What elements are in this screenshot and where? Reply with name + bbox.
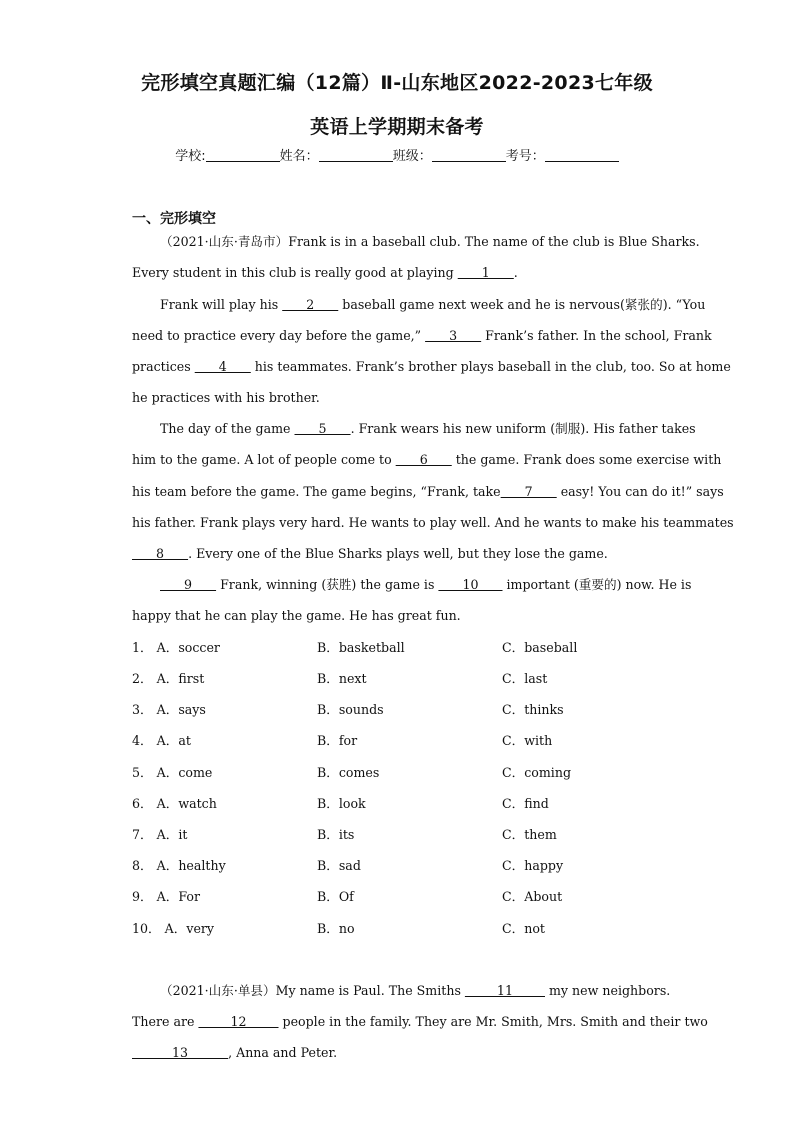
question-9-option-c[interactable]: C．About	[502, 889, 563, 904]
question-1-option-b[interactable]: B．basketball	[317, 640, 405, 655]
passage-text: need to practice every day before the game,”	[132, 328, 426, 343]
passage-text: people in the family. They are Mr. Smith, Mrs. Smith and their two	[278, 1014, 708, 1029]
blank-13: 13	[132, 1045, 229, 1060]
passage1-line	[132, 546, 662, 562]
passage2-line	[132, 1045, 662, 1061]
passage-text: Every student in this club is really good at playing	[132, 265, 458, 280]
passage-text: Frank, winning (获胜) the game is	[216, 577, 439, 592]
question-2-option-a[interactable]: 2． A．first	[132, 671, 205, 686]
question-9-option-b[interactable]: B．Of	[317, 889, 354, 904]
passage1-line: he practices with his brother.	[132, 390, 320, 405]
passage-text: （2021·山东·单县）My name is Paul. The Smiths	[160, 983, 465, 998]
passage1-line	[160, 421, 696, 437]
question-5-option-a[interactable]: 5． A．come	[132, 765, 213, 780]
number-label: 考号：	[505, 149, 545, 164]
school-label: 学校:	[175, 149, 206, 164]
question-3-option-b[interactable]: B．sounds	[317, 702, 384, 717]
question-4-option-b[interactable]: B．for	[317, 733, 358, 748]
passage-text: his team before the game. The game begins, “Frank, take	[132, 484, 501, 499]
question-6-option-a[interactable]: 6． A．watch	[132, 796, 217, 811]
blank-8: 8	[132, 546, 189, 561]
passage1-line: his father. Frank plays very hard. He wants to play well. And he wants to make his teammates	[132, 515, 734, 530]
passage-text: him to the game. A lot of people come to	[132, 452, 396, 467]
passage-text: , Anna and Peter.	[228, 1045, 338, 1060]
class-blank[interactable]	[432, 149, 506, 162]
question-8-option-b[interactable]: B．sad	[317, 858, 361, 873]
passage-text: his teammates. Frank’s brother plays baseball in the club, too. So at home	[250, 359, 731, 374]
question-1-option-a[interactable]: 1． A．soccer	[132, 640, 220, 655]
passage1-line	[132, 359, 731, 375]
question-3-option-a[interactable]: 3． A．says	[132, 702, 206, 717]
passage-text: Frank will play his	[160, 297, 283, 312]
passage1-line	[132, 265, 662, 281]
question-4-option-c[interactable]: C．with	[502, 733, 553, 748]
question-6-option-b[interactable]: B．look	[317, 796, 366, 811]
doc-title-line2: 英语上学期期末备考	[310, 116, 484, 138]
passage-text: .	[513, 265, 518, 280]
passage1-line: happy that he can play the game. He has great fun.	[132, 608, 461, 623]
student-info-row	[0, 145, 794, 164]
passage-text: baseball game next week and he is nervous(紧张的). “You	[338, 297, 706, 312]
question-7-option-a[interactable]: 7． A．it	[132, 827, 188, 842]
blank-2: 2	[282, 297, 339, 312]
blank-3: 3	[425, 328, 482, 343]
passage1-line	[160, 234, 700, 250]
question-2-option-c[interactable]: C．last	[502, 671, 548, 686]
passage1-line	[132, 452, 722, 468]
blank-9: 9	[160, 577, 217, 592]
question-5-option-c[interactable]: C．coming	[502, 765, 572, 780]
passage-text: the game. Frank does some exercise with	[451, 452, 722, 467]
blank-5: 5	[294, 421, 351, 436]
passage-text: easy! You can do it!” says	[556, 484, 724, 499]
blank-12: 12	[198, 1014, 279, 1029]
question-9-option-a[interactable]: 9． A．For	[132, 889, 200, 904]
passage1-line	[160, 297, 706, 313]
question-3-option-c[interactable]: C．thinks	[502, 702, 564, 717]
passage-text: practices	[132, 359, 195, 374]
passage2-line	[132, 1014, 708, 1030]
blank-10: 10	[438, 577, 503, 592]
question-8-option-c[interactable]: C．happy	[502, 858, 564, 873]
question-1-option-c[interactable]: C．baseball	[502, 640, 578, 655]
blank-6: 6	[395, 452, 452, 467]
section-title: 一、完形填空	[132, 211, 216, 227]
passage-text: （2021·山东·青岛市）Frank is in a baseball club. The name of the club is Blue Sharks.	[160, 234, 700, 249]
passage-text: There are	[132, 1014, 199, 1029]
passage1-line	[160, 577, 690, 593]
passage-text: important (重要的) now. He is	[502, 577, 692, 592]
passage2-line	[160, 983, 690, 999]
question-7-option-c[interactable]: C．them	[502, 827, 557, 842]
question-10-option-b[interactable]: B．no	[317, 921, 355, 936]
blank-1: 1	[457, 265, 514, 280]
question-8-option-a[interactable]: 8． A．healthy	[132, 858, 226, 873]
doc-title-line1: 完形填空真题汇编（12篇）Ⅱ-山东地区2022-2023七年级	[141, 72, 653, 94]
question-5-option-b[interactable]: B．comes	[317, 765, 380, 780]
name-blank[interactable]	[319, 149, 393, 162]
question-6-option-c[interactable]: C．find	[502, 796, 549, 811]
name-label: 姓名：	[279, 149, 319, 164]
passage1-line	[132, 328, 712, 344]
question-7-option-b[interactable]: B．its	[317, 827, 355, 842]
passage-text: Frank’s father. In the school, Frank	[481, 328, 712, 343]
passage-text: The day of the game	[160, 421, 295, 436]
passage-text: my new neighbors.	[544, 983, 671, 998]
passage-text: . Every one of the Blue Sharks plays well, but they lose the game.	[188, 546, 608, 561]
question-10-option-c[interactable]: C．not	[502, 921, 545, 936]
blank-11: 11	[464, 983, 545, 998]
number-blank[interactable]	[545, 149, 619, 162]
passage1-line	[132, 484, 724, 500]
question-4-option-a[interactable]: 4． A．at	[132, 733, 191, 748]
question-2-option-b[interactable]: B．next	[317, 671, 367, 686]
class-label: 班级：	[392, 149, 432, 164]
blank-4: 4	[194, 359, 251, 374]
blank-7: 7	[500, 484, 557, 499]
school-blank[interactable]	[206, 149, 280, 162]
passage-text: . Frank wears his new uniform (制服). His father takes	[350, 421, 696, 436]
question-10-option-a[interactable]: 10． A．very	[132, 921, 215, 936]
